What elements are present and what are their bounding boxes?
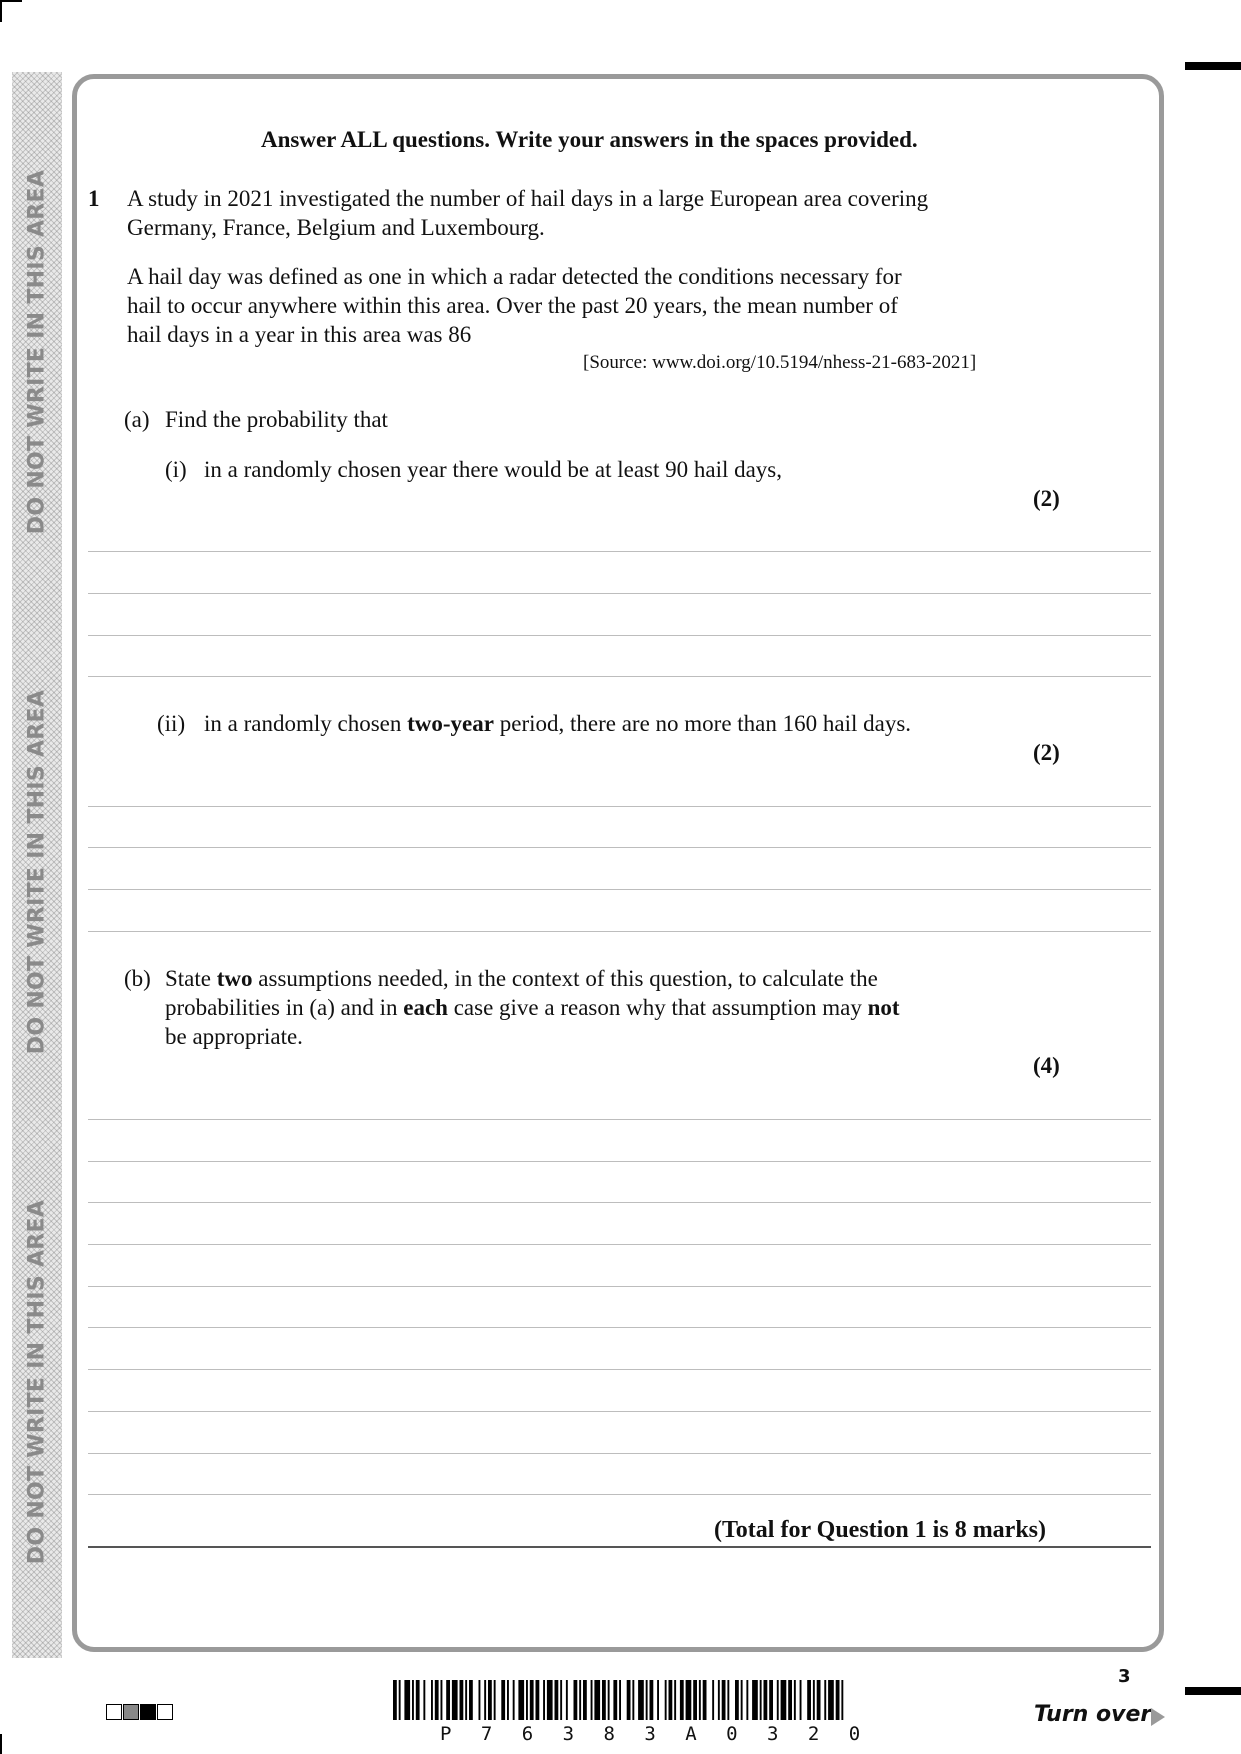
barcode-bar [566,1680,568,1720]
barcode-bar [560,1680,562,1720]
barcode-bar [446,1680,450,1720]
source-citation: [Source: www.doi.org/10.5194/nhess-21-683-2021] [583,352,977,373]
part-a-i-label: (i) [165,457,187,482]
answer-line[interactable] [88,1369,1151,1370]
turn-over-arrow-icon [1151,1708,1165,1726]
barcode-bar [555,1680,559,1720]
barcode-bar [526,1680,528,1720]
barcode-bar [613,1680,617,1720]
barcode-bar [777,1680,779,1720]
barcode-bar [543,1680,545,1720]
barcode-bar [530,1680,534,1720]
barcode-bar [650,1680,654,1720]
barcode-bar [547,1680,553,1720]
answer-line[interactable] [88,1119,1151,1120]
barcode-bar [638,1680,644,1720]
page-squares [106,1704,174,1722]
answer-line[interactable] [88,847,1151,848]
part-b-line-1: State two assumptions needed, in the context of this question, to calculate the [165,966,878,991]
answer-line[interactable] [88,1494,1151,1495]
instructions-heading: Answer ALL questions. Write your answers in the spaces provided. [261,127,918,152]
answer-line[interactable] [88,551,1151,552]
barcode-bar [817,1680,821,1720]
barcode-bar [513,1680,515,1720]
barcode-bar [712,1680,714,1720]
answer-line[interactable] [88,1244,1151,1245]
barcode-bar [703,1680,707,1720]
crop-mark-top-left [0,0,2,22]
barcode-bar [764,1680,768,1720]
barcode-bar [718,1680,720,1720]
crop-mark-bottom-left [0,1734,2,1754]
barcode-bar [591,1680,593,1720]
square-empty [106,1704,122,1720]
answer-line[interactable] [88,889,1151,890]
barcode-bar [824,1680,826,1720]
barcode-bar [674,1680,676,1720]
barcode-bar [465,1680,467,1720]
barcode-text: P 7 6 3 8 3 A 0 3 2 0 [440,1723,870,1745]
barcode-bar [494,1680,496,1720]
barcode-bar [416,1680,420,1720]
barcode-bar [794,1680,796,1720]
square-black [140,1704,156,1720]
question-intro-line-1: A study in 2021 investigated the number of hail days in a large European area covering [127,186,929,211]
question-total: (Total for Question 1 is 8 marks) [714,1517,1047,1543]
square-empty [157,1704,173,1720]
barcode-bar [632,1680,634,1720]
part-b-label: (b) [124,966,151,991]
barcode-bars [393,1680,845,1720]
barcode-bar [518,1680,524,1720]
barcode-bar [735,1680,739,1720]
barcode-bar [722,1680,726,1720]
part-b-line-3: be appropriate. [165,1024,303,1049]
answer-line[interactable] [88,635,1151,636]
barcode-bar [836,1680,840,1720]
barcode-bar [727,1680,729,1720]
barcode-bar [760,1680,762,1720]
barcode-bar [574,1680,578,1720]
definition-line-3: hail days in a year in this area was 86 [127,322,472,347]
barcode-bar [669,1680,673,1720]
part-a-i-marks: (2) [1033,486,1060,511]
part-a-ii-marks: (2) [1033,740,1060,765]
barcode-bar [746,1680,748,1720]
barcode-bar [460,1680,464,1720]
answer-line[interactable] [88,1453,1151,1454]
barcode-bar [752,1680,758,1720]
barcode [393,1680,845,1720]
barcode-bar [800,1680,802,1720]
barcode-bar [412,1680,414,1720]
answer-line[interactable] [88,1161,1151,1162]
turn-over-label[interactable]: Turn over [1034,1702,1152,1727]
part-a-ii-text: in a randomly chosen two-year period, there are no more than 160 hail days. [204,711,912,736]
barcode-bar [646,1680,648,1720]
part-a-ii-label: (ii) [157,711,186,736]
question-intro-line-2: Germany, France, Belgium and Luxembourg. [127,215,545,240]
barcode-bar [594,1680,600,1720]
definition-line-1: A hail day was defined as one in which a radar detected the conditions necessary for [127,264,902,289]
barcode-bar [680,1680,684,1720]
barcode-bar [741,1680,743,1720]
barcode-bar [404,1680,410,1720]
barcode-bar [602,1680,606,1720]
barcode-bar [828,1680,834,1720]
barcode-bar [423,1680,425,1720]
barcode-bar [657,1680,659,1720]
barcode-bar [693,1680,697,1720]
question-number: 1 [88,186,100,211]
barcode-bar [431,1680,433,1720]
definition-line-2: hail to occur anywhere within this area. Over the past 20 years, the mean number of [127,293,898,318]
barcode-bar [583,1680,587,1720]
part-a-label: (a) [124,407,150,432]
barcode-bar [807,1680,811,1720]
registration-bar-top-right [1185,62,1241,70]
page-number: 3 [1118,1666,1131,1687]
barcode-bar [813,1680,815,1720]
answer-line[interactable] [88,1286,1151,1287]
answer-line[interactable] [88,1327,1151,1328]
barcode-bar [435,1680,439,1720]
barcode-bar [501,1680,505,1720]
barcode-bar [399,1680,401,1720]
barcode-bar [469,1680,473,1720]
barcode-bar [507,1680,509,1720]
barcode-bar [579,1680,581,1720]
barcode-bar [699,1680,701,1720]
barcode-bar [441,1680,443,1720]
barcode-bar [627,1680,631,1720]
answer-line[interactable] [88,1411,1151,1412]
answer-line[interactable] [88,676,1151,677]
answer-line[interactable] [88,1202,1151,1203]
answer-line[interactable] [88,806,1151,807]
barcode-bar [769,1680,773,1720]
barcode-bar [536,1680,540,1720]
barcode-bar [841,1680,843,1720]
square-grey [123,1704,139,1720]
part-b-line-2: probabilities in (a) and in each case give a reason why that assumption may not [165,995,900,1020]
registration-bar-bottom-right [1185,1687,1241,1695]
part-b-marks: (4) [1033,1053,1060,1078]
barcode-bar [781,1680,787,1720]
answer-line[interactable] [88,593,1151,594]
barcode-bar [686,1680,692,1720]
barcode-bar [484,1680,486,1720]
total-rule [88,1546,1151,1548]
barcode-bar [665,1680,667,1720]
barcode-bar [452,1680,458,1720]
crop-mark-top-left-h [0,0,22,2]
part-a-i-text: in a randomly chosen year there would be at least 90 hail days, [204,457,783,482]
barcode-bar [788,1680,792,1720]
barcode-bar [608,1680,610,1720]
barcode-bar [488,1680,492,1720]
barcode-bar [619,1680,621,1720]
barcode-bar [393,1680,397,1720]
answer-line[interactable] [88,931,1151,932]
part-a-text: Find the probability that [165,407,388,432]
barcode-bar [479,1680,481,1720]
